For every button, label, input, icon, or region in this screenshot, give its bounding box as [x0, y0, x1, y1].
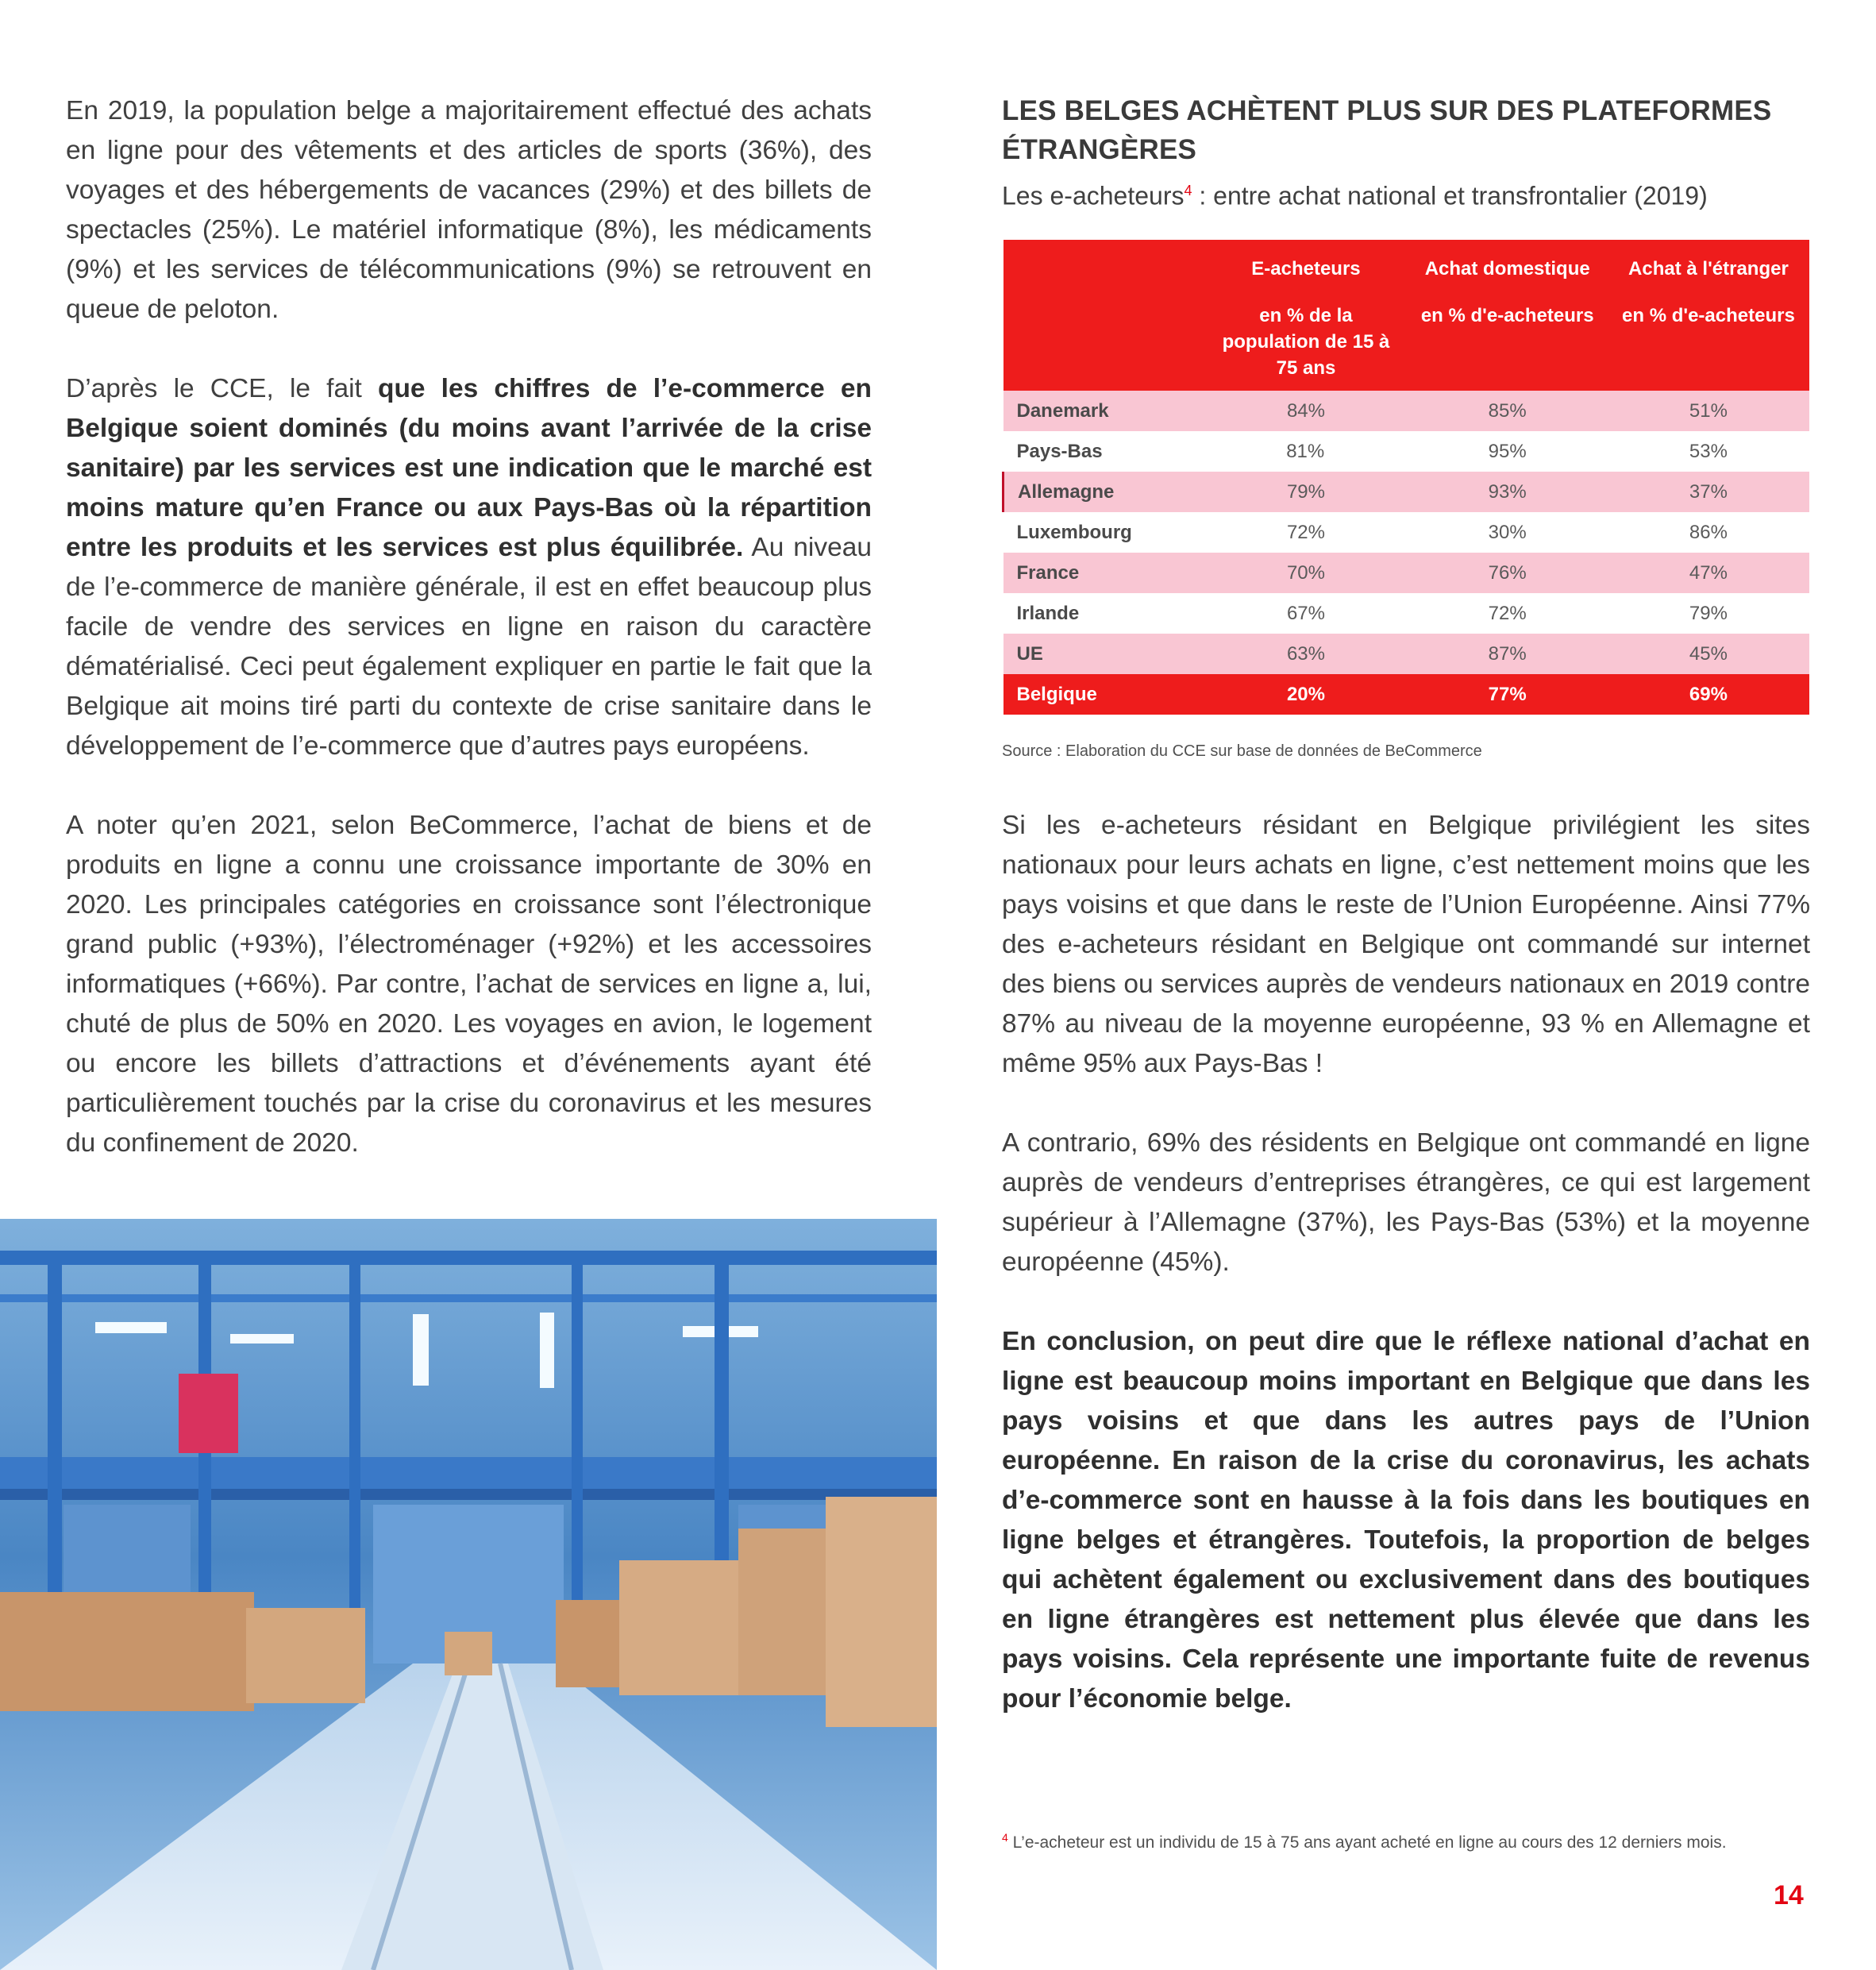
table-row — [1003, 634, 1809, 674]
table-row-belgique — [1003, 674, 1809, 715]
cell-domestique: 77% — [1407, 674, 1608, 715]
cell-e-acheteurs: 63% — [1205, 634, 1407, 674]
section-title: LES BELGES ACHÈTENT PLUS SUR DES PLATEFORMES ÉTRANGÈRES — [1002, 95, 1772, 165]
cell-e-acheteurs: 81% — [1205, 431, 1407, 472]
cell-domestique: 95% — [1407, 431, 1608, 472]
header-e-acheteurs: E-acheteurs en % de la population de 15 à 75 ans — [1205, 240, 1407, 391]
cell-country: Pays-Bas — [1003, 431, 1205, 472]
table-row — [1003, 472, 1809, 512]
table-row — [1003, 431, 1809, 472]
right-column-body — [1002, 806, 1810, 1759]
cell-country: Danemark — [1003, 391, 1205, 431]
cell-domestique: 85% — [1407, 391, 1608, 431]
cell-e-acheteurs: 84% — [1205, 391, 1407, 431]
cell-etranger: 47% — [1608, 553, 1809, 593]
cell-domestique: 76% — [1407, 553, 1608, 593]
cell-country: France — [1003, 553, 1205, 593]
table-header-row — [1003, 240, 1809, 391]
warehouse-photo — [0, 1219, 937, 1970]
table-row — [1003, 512, 1809, 553]
cell-e-acheteurs: 20% — [1205, 674, 1407, 715]
left-column — [66, 91, 872, 1203]
page-number: 14 — [1774, 1880, 1804, 1910]
paragraph-conclusion: En conclusion, on peut dire que le réflexe national d’achat en ligne est beaucoup moins important en Belgique que dans les pays voisins et que dans les autres pays de l’Union européenne. En raison de la crise du coronavirus, les achats d’e-commerce sont en hausse à la fois dans les boutiques en ligne belges et étrangères. Toutefois, la proportion de belges qui achètent également ou exclusivement dans des boutiques en ligne étrangères est nettement plus élevée que dans les pays voisins. Cela représente une importante fuite de revenus pour l’économie belge. — [1002, 1327, 1810, 1714]
cell-domestique: 30% — [1407, 512, 1608, 553]
e-buyers-table — [1002, 240, 1810, 715]
subtitle-main: Les e-acheteurs — [1002, 181, 1185, 210]
footnote — [1002, 1831, 1727, 1852]
cell-etranger: 51% — [1608, 391, 1809, 431]
subtitle-rest: : entre achat national et transfrontalier (2019) — [1192, 181, 1708, 210]
footnote-number: 4 — [1002, 1831, 1008, 1844]
cell-etranger: 79% — [1608, 593, 1809, 634]
table-row — [1003, 593, 1809, 634]
right-column-header — [1002, 91, 1810, 214]
paragraph-foreign: A contrario, 69% des résidents en Belgique ont commandé en ligne auprès de vendeurs d’entreprises étrangères, ce qui est largement supérieur à l’Allemagne (37%), les Pays-Bas (53%) et la moyenne européenne (45%). — [1002, 1128, 1810, 1277]
table-subtitle — [1002, 172, 1810, 214]
cell-etranger: 37% — [1608, 472, 1809, 512]
paragraph-cce-rest: Au niveau de l’e-commerce de manière générale, il est en effet beaucoup plus facile de vendre des services en ligne en raison du caractère dématérialisé. Ceci peut également expliquer en partie le fait que la Belgique ait moins tiré parti du contexte de crise sanitaire dans le développement de l’e-commerce que d’autres pays européens. — [66, 533, 872, 761]
paragraph-cce — [66, 369, 872, 766]
cell-etranger: 45% — [1608, 634, 1809, 674]
table-row — [1003, 391, 1809, 431]
cell-country: Belgique — [1003, 674, 1205, 715]
cell-etranger: 53% — [1608, 431, 1809, 472]
paragraph-cce-intro: D’après le CCE, le fait — [66, 374, 378, 403]
paragraph-domestic: Si les e-acheteurs résidant en Belgique privilégient les sites nationaux pour leurs achats en ligne, c’est nettement moins que les pays voisins et que dans le reste de l’Union Européenne. Ainsi 77% des e-acheteurs résidant en Belgique ont commandé sur internet des biens ou services auprès de vendeurs nationaux en 2019 contre 87% au niveau de la moyenne européenne, 93 % en Allemagne et même 95% aux Pays-Bas ! — [1002, 811, 1810, 1078]
header-etranger: Achat à l'étranger en % d'e-acheteurs — [1608, 240, 1809, 391]
cell-etranger: 86% — [1608, 512, 1809, 553]
paragraph-cce-bold: que les chiffres de l’e-commerce en Belgique soient dominés (du moins avant l’arrivée de la crise sanitaire) par les services est une indication que le marché est moins mature qu’en France ou aux Pays-Bas où la répartition entre les produits et les services est plus équilibrée. — [66, 374, 872, 562]
paragraph-2021: A noter qu’en 2021, selon BeCommerce, l’achat de biens et de produits en ligne a connu une croissance importante de 30% en 2020. Les principales catégories en croissance sont l’électronique grand public (+93%), l’électroménager (+92%) et les accessoires informatiques (+66%). Par contre, l’achat de services en ligne a, lui, chuté de plus de 50% en 2020. Les voyages en avion, le logement ou encore les billets d’attractions et d’événements ayant été particulièrement touchés par la crise du coronavirus et les mesures du confinement de 2020. — [66, 811, 872, 1158]
footnote-ref: 4 — [1184, 183, 1192, 199]
cell-e-acheteurs: 70% — [1205, 553, 1407, 593]
cell-country: Allemagne — [1003, 472, 1205, 512]
cell-e-acheteurs: 79% — [1205, 472, 1407, 512]
paragraph-categories: En 2019, la population belge a majoritairement effectué des achats en ligne pour des vêtements et des articles de sports (36%), des voyages et des hébergements de vacances (29%) et des billets de spectacles (25%). Le matériel informatique (8%), les médicaments (9%) et les services de télécommunications (9%) se retrouvent en queue de peloton. — [66, 96, 872, 324]
table-source: Source : Elaboration du CCE sur base de données de BeCommerce — [1002, 742, 1482, 760]
cell-domestique: 87% — [1407, 634, 1608, 674]
cell-e-acheteurs: 67% — [1205, 593, 1407, 634]
cell-country: UE — [1003, 634, 1205, 674]
cell-country: Luxembourg — [1003, 512, 1205, 553]
cell-domestique: 93% — [1407, 472, 1608, 512]
cell-domestique: 72% — [1407, 593, 1608, 634]
cell-country: Irlande — [1003, 593, 1205, 634]
table-row — [1003, 553, 1809, 593]
header-domestique: Achat domestique en % d'e-acheteurs — [1407, 240, 1608, 391]
cell-etranger: 69% — [1608, 674, 1809, 715]
footnote-text: L’e-acheteur est un individu de 15 à 75 ans ayant acheté en ligne au cours des 12 derniers mois. — [1007, 1833, 1727, 1852]
cell-e-acheteurs: 72% — [1205, 512, 1407, 553]
header-country — [1003, 240, 1205, 391]
